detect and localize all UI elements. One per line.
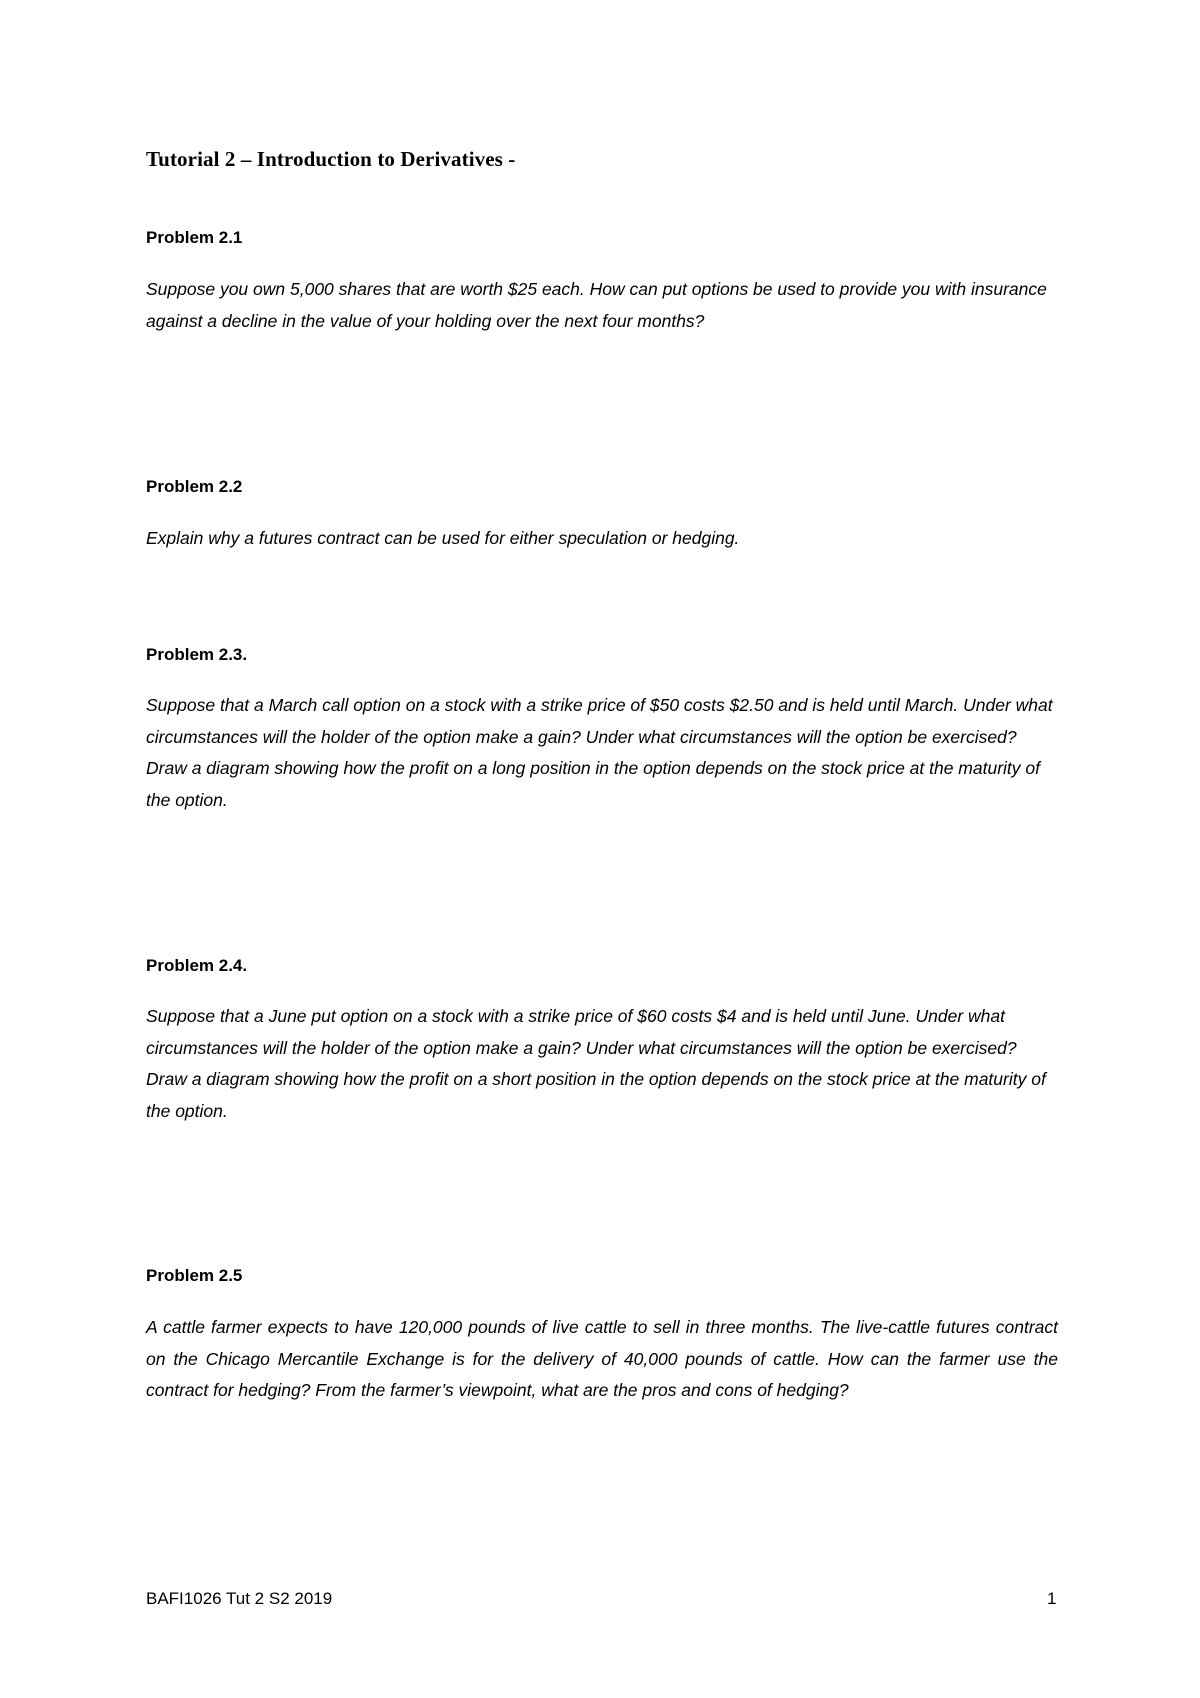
problem-text-2-3: Suppose that a March call option on a stock with a strike price of $50 costs $2.50 and is held until March. Under what circumstances will the holder of the option make a gain? Under what circumstances will the option be exercised? Draw a diagram showing how the profit on a long position in the option depends on the stock price at the maturity of the option. (146, 695, 1053, 810)
problem-text-2-5: A cattle farmer expects to have 120,000 pounds of live cattle to sell in three months. The live-cattle futures contract on the Chicago Mercantile Exchange is for the delivery of 40,000 pounds of cattle. How can the farmer use the contract for hedging? From the farmer’s viewpoint, what are the pros and cons of hedging? (146, 1317, 1058, 1400)
problem-heading-2-5: Problem 2.5 (146, 1266, 243, 1285)
problem-text-2-1: Suppose you own 5,000 shares that are worth $25 each. How can put options be used to provide you with insurance against a decline in the value of your holding over the next four months? (146, 279, 1047, 331)
problem-heading-2-2: Problem 2.2 (146, 477, 243, 496)
footer-course-label: BAFI1026 Tut 2 S2 2019 (146, 1589, 333, 1608)
problem-heading-2-1: Problem 2.1 (146, 228, 243, 247)
problem-heading-2-4: Problem 2.4. (146, 956, 248, 975)
problem-heading-2-3: Problem 2.3. (146, 645, 248, 664)
document-title: Tutorial 2 – Introduction to Derivatives - (146, 147, 516, 171)
problem-text-2-2: Explain why a futures contract can be used for either speculation or hedging. (146, 528, 740, 548)
footer-page-number: 1 (1047, 1589, 1057, 1608)
problem-text-2-4: Suppose that a June put option on a stock with a strike price of $60 costs $4 and is held until June. Under what circumstances will the holder of the option make a gain? Under what circumstances will the option be exercised? Draw a diagram showing how the profit on a short position in the option depends on the stock price at the maturity of the option. (146, 1006, 1046, 1121)
